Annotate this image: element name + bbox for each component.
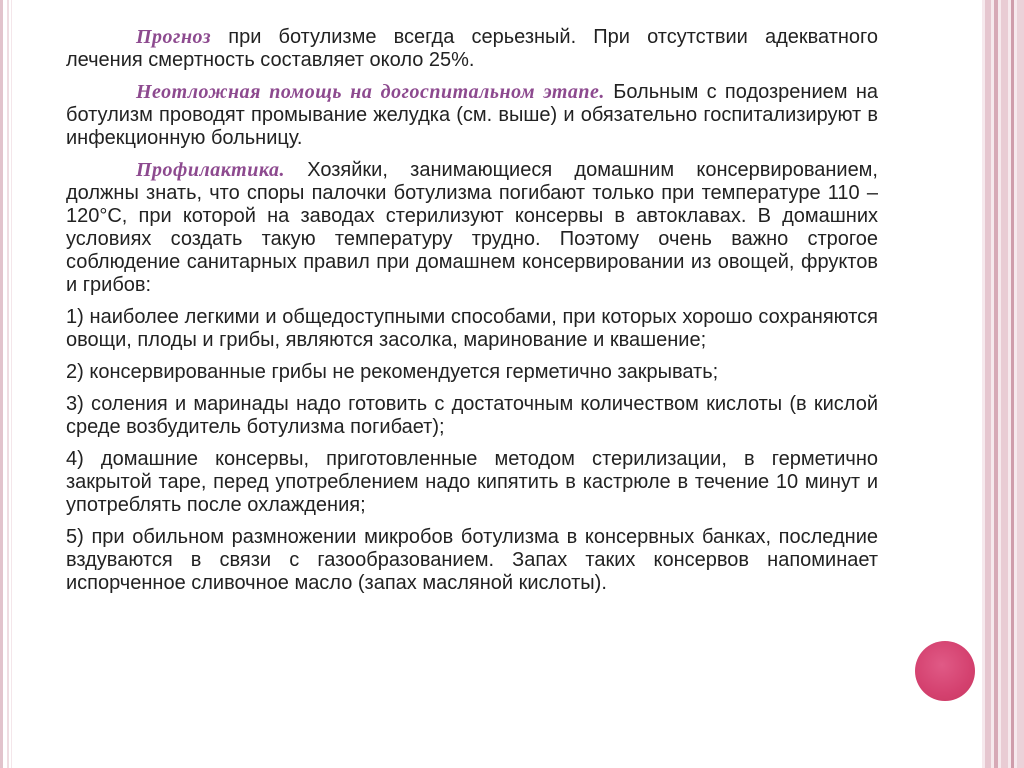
list-item: 2) консервированные грибы не рекомендуется герметично закрывать; <box>66 361 719 383</box>
list-item: 3) соления и маринады надо готовить с достаточным количеством кислоты (в кислой среде возбудитель ботулизма погибает); <box>66 393 878 438</box>
paragraph-prevention <box>66 159 878 297</box>
right-decor-stripe <box>994 0 998 768</box>
paragraph-text: при ботулизме всегда серьезный. При отсутствии адекватного лечения смертность составляет около 25%. <box>66 26 878 71</box>
heading-emergency-care: Неотложная помощь на догоспитальном этапе. <box>136 81 605 103</box>
right-decor-stripe <box>1011 0 1014 768</box>
heading-prevention: Профилактика. <box>136 159 285 181</box>
right-decor-stripe <box>1017 0 1024 768</box>
paragraph-text: Хозяйки, занимающиеся домашним консервированием, должны знать, что споры палочки ботулизма погибают только при температуре 110 – 120°С, при которой на заводах стерилизуют консервы в автоклавах. В домашних условиях создать такую температуру трудно. Поэтому очень важно строгое соблюдение санитарных правил при домашнем консервировании из овощей, фруктов и грибов: <box>66 159 878 296</box>
left-decor-bar <box>0 0 3 768</box>
slide-text-body <box>66 26 878 604</box>
left-decor-bar <box>7 0 9 768</box>
heading-prognosis: Прогноз <box>136 26 212 48</box>
list-item: 1) наиболее легкими и общедоступными способами, при которых хорошо сохраняются овощи, плоды и грибы, являются засолка, маринование и квашение; <box>66 306 878 351</box>
decor-circle <box>915 641 975 701</box>
paragraph-prognosis <box>66 26 878 72</box>
paragraph-emergency-care <box>66 81 878 150</box>
paragraph-text: Больным с подозрением на ботулизм проводят промывание желудка (см. выше) и обязательно госпитализируют в инфекционную больницу. <box>66 81 878 149</box>
left-decor-bar <box>11 0 12 768</box>
right-decor-stripe <box>985 0 991 768</box>
list-item: 5) при обильном размножении микробов ботулизма в консервных банках, последние вздуваются в связи с газообразованием. Запах таких консервов напоминает испорченное сливочное масло (запах масляной кислоты). <box>66 526 878 594</box>
list-item: 4) домашние консервы, приготовленные методом стерилизации, в герметично закрытой таре, перед употреблением надо кипятить в кастрюле в течение 10 минут и употреблять после охлаждения; <box>66 448 878 516</box>
right-decor-stripe <box>1001 0 1008 768</box>
